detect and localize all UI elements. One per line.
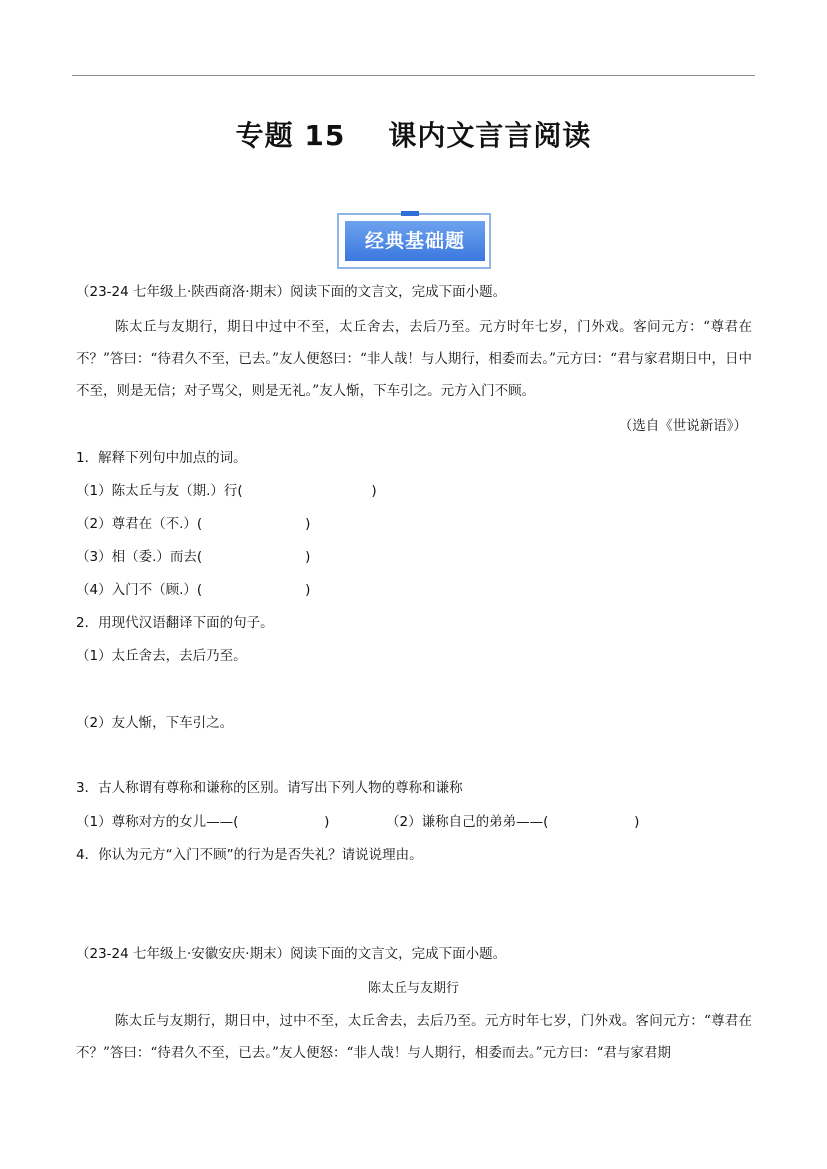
question-3-b[interactable]: （2）谦称自己的弟弟——( ) bbox=[386, 814, 640, 830]
badge-label: 经典基础题 bbox=[345, 221, 485, 261]
section-badge bbox=[337, 213, 491, 269]
page-title: 专题 15 课内文言言阅读 bbox=[235, 119, 592, 152]
section2-intro: （23-24 七年级上·安徽安庆·期末）阅读下面的文言文，完成下面小题。 bbox=[76, 946, 507, 962]
question-1-1[interactable]: （1）陈太丘与友（期.）行( ) bbox=[76, 483, 377, 499]
passage-source: （选自《世说新语》） bbox=[618, 418, 747, 434]
question-1-3[interactable]: （3）相（委.）而去( ) bbox=[76, 549, 311, 565]
question-1-4[interactable]: （4）入门不（顾.）( ) bbox=[76, 582, 311, 598]
question-3: 3．古人称谓有尊称和谦称的区别。请写出下列人物的尊称和谦称 bbox=[76, 780, 463, 796]
question-1-2[interactable]: （2）尊君在（不.）( ) bbox=[76, 516, 311, 532]
question-3-a[interactable]: （1）尊称对方的女儿——( ) bbox=[76, 814, 330, 830]
section1-intro: （23-24 七年级上·陕西商洛·期末）阅读下面的文言文，完成下面小题。 bbox=[76, 284, 507, 300]
question-1: 1．解释下列句中加点的词。 bbox=[76, 450, 247, 466]
question-2-1: （1）太丘舍去，去后乃至。 bbox=[76, 648, 247, 664]
section1-passage: 陈太丘与友期行，期日中过中不至，太丘舍去，去后乃至。元方时年七岁，门外戏。客问元方：“尊君在不？”答曰：“待君久不至，已去。”友人便怒曰：“非人哉！与人期行，相委而去。”元方曰：“君与家君期日中，日中不至，则是无信；对子骂父，则是无礼。”友人惭，下车引之。元方入门不顾。 bbox=[76, 319, 752, 399]
question-2: 2．用现代汉语翻译下面的句子。 bbox=[76, 615, 274, 631]
section2-passage: 陈太丘与友期行，期日中，过中不至，太丘舍去，去后乃至。元方时年七岁，门外戏。客问元方：“尊君在不？”答曰：“待君久不至，已去。”友人便怒：“非人哉！与人期行，相委而去。”元方曰：“君与家君期 bbox=[76, 1013, 752, 1061]
question-4: 4．你认为元方“入门不顾”的行为是否失礼？请说说理由。 bbox=[76, 847, 423, 863]
section2-heading: 陈太丘与友期行 bbox=[367, 981, 459, 996]
header-rule bbox=[72, 75, 755, 76]
question-2-2: （2）友人惭，下车引之。 bbox=[76, 715, 234, 731]
